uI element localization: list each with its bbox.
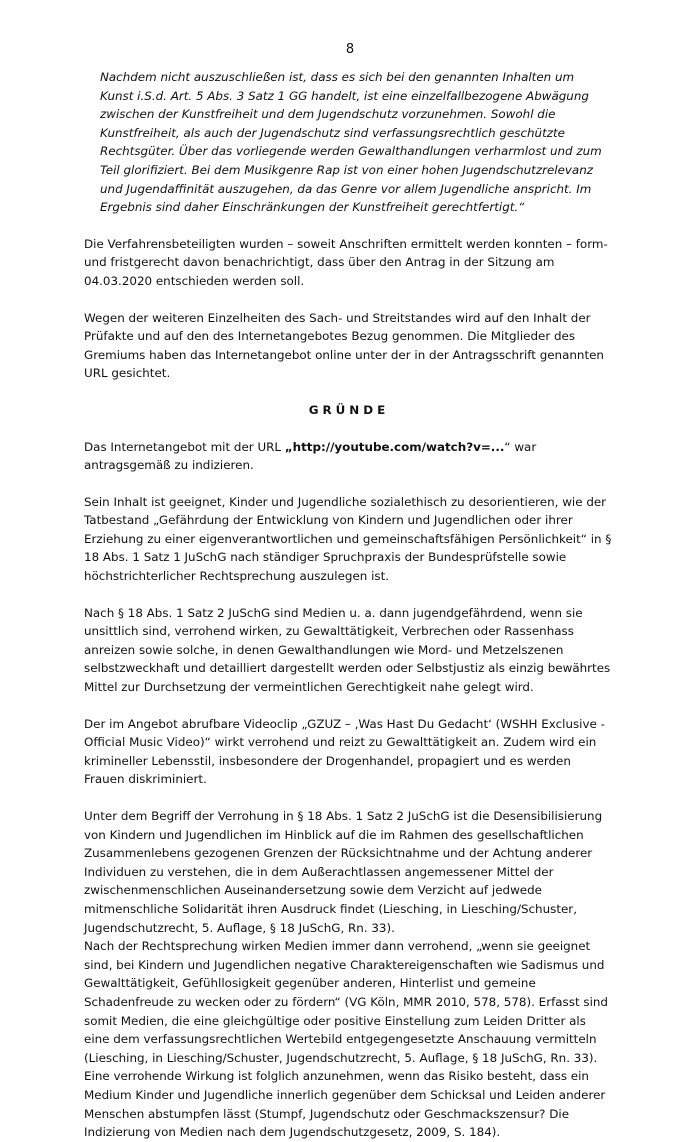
document-body (84, 68, 614, 1142)
url-para-before: Das Internetangebot mit der URL (84, 439, 285, 454)
page-number: 8 (345, 42, 355, 57)
quoted-statement: Nachdem nicht auszuschließen ist, dass es sich bei den genannten Inhalten um Kunst i.S.d. Art. 5 Abs. 3 Satz 1 GG handelt, ist eine einzelfallbezogene Abwägung zwischen der Kunstfreiheit und dem Jugendschutz vorzunehmen. Sowohl die Kunstfreiheit, als auch der Jugendschutz sind verfassungsrechtlich geschützte Rechtsgüter. Über das vorliegende werden Gewalthandlungen verharmlost und zum Teil glorifiziert. Bei dem Musikgenre Rap ist von einer hohen Jugendschutzrelevanz und Jugendaffinität auszugehen, da das Genre vor allem Jugendliche anspricht. Im Ergebnis sind daher Einschränkungen der Kunstfreiheit gerechtfertigt.“ (100, 70, 602, 215)
spacer (84, 383, 614, 401)
spacer (84, 291, 614, 309)
spacer (84, 420, 614, 438)
section-heading: GRÜNDE (308, 402, 390, 417)
spacer (84, 475, 614, 493)
paragraph-verrohung-case-law: Nach der Rechtsprechung wirken Medien immer dann verrohend, „wenn sie geeignet sind, bei Kindern und Jugendlichen negative Charaktereigenschaften wie Sadismus und Gewalttätigkeit, Gefühllosigkeit gegenüber anderen, Hinterlist und gemeine Schadenfreude zu wecken oder zu fördern“ (VG Köln, MMR 2010, 578, 578). Erfasst sind somit Medien, die eine gleichgültige oder positive Einstellung zum Leiden Dritter als eine dem verfassungsrechtlichen Wertebild entgegengesetzte Anschauung vermitteln (Liesching, in Liesching/Schuster, Jugendschutzrecht, 5. Auflage, § 18 JuSchG, Rn. 33). (84, 939, 608, 1065)
url-text: „http://youtube.com/watch?v=... (284, 439, 505, 454)
spacer (84, 586, 614, 604)
paragraph-url (84, 438, 614, 475)
paragraph-content-assessment: Sein Inhalt ist geeignet, Kinder und Jugendliche sozialethisch zu desorientieren, wie der Tatbestand „Gefährdung der Entwicklung von Kindern und Jugendlichen oder ihrer Erziehung zu einer eigenverantwortlichen und gemeinschaftsfähigen Persönlichkeit“ in § 18 Abs. 1 Satz 1 JuSchG nach ständiger Spruchpraxis der Bundesprüfstelle sowie höchstrichterlicher Rechtsprechung auszulegen ist. (84, 494, 612, 584)
paragraph-details: Wegen der weiteren Einzelheiten des Sach- und Streitstandes wird auf den Inhalt der Prüfakte und auf den des Internetangebotes Bezug genommen. Die Mitglieder des Gremiums haben das Internetangebot online unter der in der Antragsschrift genannten URL gesichtet. (84, 310, 604, 381)
paragraph-verrohung-conclusion: Eine verrohende Wirkung ist folglich anzunehmen, wenn das Risiko besteht, dass ein Medium Kinder und Jugendliche innerlich gegenüber dem Schicksal und Leiden anderer Menschen abstumpfen lässt (Stumpf, Jugendschutz oder Geschmackszensur? Die Indizierung von Medien nach dem Jugendschutzgesetz, 2009, S. 184). (84, 1069, 606, 1140)
spacer (84, 217, 614, 235)
spacer (84, 697, 614, 715)
paragraph-notification: Die Verfahrensbeteiligten wurden – soweit Anschriften ermittelt werden konnten – form- und fristgerecht davon benachrichtigt, dass über den Antrag in der Sitzung am 04.03.2020 entschieden werden soll. (84, 236, 608, 288)
paragraph-section-18: Nach § 18 Abs. 1 Satz 2 JuSchG sind Medien u. a. dann jugendgefährdend, wenn sie unsittlich sind, verrohend wirken, zu Gewalttätigkeit, Verbrechen oder Rassenhass anreizen sowie solche, in denen Gewalthandlungen wie Mord- und Metzelszenen selbstzweckhaft und detailliert dargestellt werden oder Selbstjustiz als einzig bewährtes Mittel zur Durchsetzung der vermeintlichen Gerechtigkeit nahe gelegt wird. (84, 605, 611, 695)
paragraph-verrohung-definition: Unter dem Begriff der Verrohung in § 18 Abs. 1 Satz 2 JuSchG ist die Desensibilisierung von Kindern und Jugendlichen im Hinblick auf die im Rahmen des gesellschaftlichen Zusammenlebens gezogenen Grenzen der Rücksichtnahme und der Achtung anderer Individuen zu verstehen, die in dem Außerachtlassen angemessener Mittel der zwischenmenschlichen Auseinandersetzung sowie dem Verzicht auf jedwede mitmenschliche Solidarität ihren Ausdruck findet (Liesching, in Liesching/Schuster, Jugendschutzrecht, 5. Auflage, § 18 JuSchG, Rn. 33). (84, 809, 603, 935)
url-para-after: “ war antragsgemäß zu indizieren. (84, 439, 537, 473)
spacer (84, 789, 614, 807)
paragraph-video-clip: Der im Angebot abrufbare Videoclip „GZUZ – ‚Was Hast Du Gedacht‘ (WSHH Exclusive - Official Music Video)“ wirkt verrohend und reizt zu Gewalttätigkeit an. Zudem wird ein krimineller Lebensstil, insbesondere der Drogenhandel, propagiert und es werden Frauen diskriminiert. (84, 716, 605, 787)
